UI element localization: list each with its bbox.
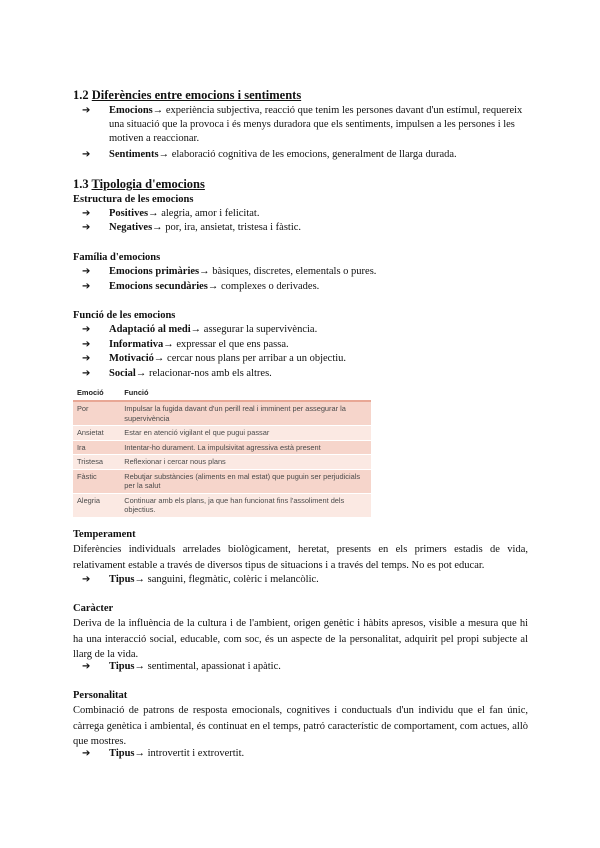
table-row [73,493,371,517]
table-cell-function: Rebutjar substàncies (aliments en mal estat) que puguin ser perjudicials per la salut [120,469,371,493]
arrow-bullet-icon: ➔ [82,661,91,672]
bullet-sentiments [82,148,532,162]
bullet-social [82,367,532,381]
bullet-informativa [82,338,532,352]
table-cell-function: Intentar-ho durament. La impulsivitat agressiva està present [120,440,371,455]
caracter-heading: Caràcter [73,603,114,614]
bullet-text: elaboració cognitiva de les emocions, generalment de llarga durada. [169,149,457,160]
bullet-term: Social [109,368,136,379]
arrow-bullet-icon: ➔ [82,208,91,219]
bullet-text: introvertit i extrovertit. [145,748,245,759]
arrow-bullet-icon: ➔ [82,222,91,233]
personalitat-paragraph: Combinació de patrons de resposta emocionals, cognitives i conductuals d'un individu que el fan únic, càrrega genètica i ambiental, és continuat en el temps, patró característic de comportament, com actues, allò que mostres. [73,705,528,747]
section-1-2-number: 1.2 [73,88,89,102]
bullet-text: sentimental, apassionat i apàtic. [145,661,281,672]
right-arrow-icon: → [152,105,164,116]
bullet-emocions-secundaries [82,280,532,294]
personalitat-heading: Personalitat [73,690,128,701]
temperament-heading: Temperament [73,529,136,540]
arrow-bullet-icon: ➔ [82,149,91,160]
arrow-bullet-icon: ➔ [82,324,91,335]
right-arrow-icon: → [134,574,145,585]
right-arrow-icon: → [152,222,163,233]
section-1-2-heading [73,88,301,102]
group-heading-estructura: Estructura de les emocions [73,194,194,205]
arrow-bullet-icon: ➔ [82,748,91,759]
bullet-text: cercar nous plans per arribar a un objectiu. [164,353,347,364]
bullet-term: Adaptació al medi [109,324,191,335]
table-cell-emotion: Alegria [73,493,120,517]
arrow-bullet-icon: ➔ [82,368,91,379]
right-arrow-icon: → [134,661,145,672]
bullet-term: Motivació [109,353,154,364]
bullet-term: Sentiments [109,149,159,160]
bullet-personalitat-tipus [82,747,532,761]
bullet-emocions [82,104,532,146]
bullet-text: sanguini, flegmàtic, colèric i melancòlic. [145,574,319,585]
table-cell-emotion: Por [73,401,120,426]
section-1-3-heading [73,177,205,191]
table-cell-emotion: Ira [73,440,120,455]
arrow-bullet-icon: ➔ [82,339,91,350]
section-1-3-number: 1.3 [73,177,89,191]
bullet-text: complexes o derivades. [218,281,320,292]
bullet-term: Emocions primàries [109,266,200,277]
bullet-text: assegurar la supervivència. [201,324,318,335]
temperament-paragraph: Diferències individuals arrelades biològicament, heretat, presents en els primers estadis de vida, relativament estable a través de diversos tipus de situacions i a través del temps. No es pot educar. [73,544,528,571]
table-header-row [73,385,371,401]
table-row [73,440,371,455]
right-arrow-icon: → [148,208,159,219]
table-cell-emotion: Ansietat [73,426,120,441]
bullet-text: expressar el que ens passa. [173,339,289,350]
bullet-temperament-tipus [82,573,532,587]
table-cell-function: Reflexionar i cercar nous plans [120,455,371,470]
right-arrow-icon: → [199,266,210,277]
table-cell-function: Continuar amb els plans, ja que han funcionat fins l'assoliment dels objectius. [120,493,371,517]
bullet-term: Tipus [109,748,135,759]
section-1-3-title: Tipologia d'emocions [91,177,205,191]
right-arrow-icon: → [153,353,165,364]
bullet-motivacio [82,352,532,366]
emotions-function-table [73,385,371,517]
arrow-bullet-icon: ➔ [82,574,91,585]
table-row [73,455,371,470]
arrow-bullet-icon: ➔ [82,281,91,292]
table-row [73,401,371,426]
bullet-term: Emocions [109,105,153,116]
bullet-text: relacionar-nos amb els altres. [146,368,272,379]
arrow-bullet-icon: ➔ [82,266,91,277]
bullet-text: alegria, amor i felicitat. [158,208,260,219]
bullet-emocions-primaries [82,265,532,279]
bullet-term: Negatives [109,222,153,233]
table-cell-emotion: Tristesa [73,455,120,470]
right-arrow-icon: → [207,281,219,292]
caracter-paragraph: Deriva de la influència de la cultura i de l'ambient, origen genètic i hàbits apresos, visible a mesura que hi ha una interacció social, educable, com soc, és un aspecte de la personalitat, adquirit pel propi subjecte al llarg de la vida. [73,618,528,660]
group-heading-familia: Família d'emocions [73,252,161,263]
bullet-term: Tipus [109,661,135,672]
right-arrow-icon: → [158,149,170,160]
bullet-negatives [82,221,532,235]
table-cell-function: Impulsar la fugida davant d'un perill real i imminent per assegurar la supervivència [120,401,371,426]
bullet-text: bàsiques, discretes, elementals o pures. [209,266,377,277]
table-header-emocio: Emoció [73,385,120,401]
bullet-term: Tipus [109,574,135,585]
table-cell-emotion: Fàstic [73,469,120,493]
right-arrow-icon: → [163,339,174,350]
bullet-adaptacio [82,323,532,337]
arrow-bullet-icon: ➔ [82,353,91,364]
group-heading-funcio: Funció de les emocions [73,310,176,321]
bullet-term: Informativa [109,339,164,350]
bullet-text: por, ira, ansietat, tristesa i fàstic. [162,222,302,233]
table-cell-function: Estar en atenció vigilant el que pugui passar [120,426,371,441]
table-header-funcio: Funció [120,385,371,401]
bullet-positives [82,207,532,221]
bullet-text: experiència subjectiva, reacció que tenim les persones davant d'un estímul, requereix una situació que la provoca i és menys duradora que els sentiments, impulsen a les persones i les motiven a reaccionar. [109,105,523,144]
bullet-caracter-tipus [82,660,532,674]
right-arrow-icon: → [135,368,147,379]
section-1-2-title: Diferències entre emocions i sentiments [91,88,302,102]
bullet-term: Emocions secundàries [109,281,208,292]
right-arrow-icon: → [134,748,145,759]
arrow-bullet-icon: ➔ [82,105,91,116]
bullet-term: Positives [109,208,149,219]
table-row [73,469,371,493]
table-row [73,426,371,441]
right-arrow-icon: → [190,324,202,335]
